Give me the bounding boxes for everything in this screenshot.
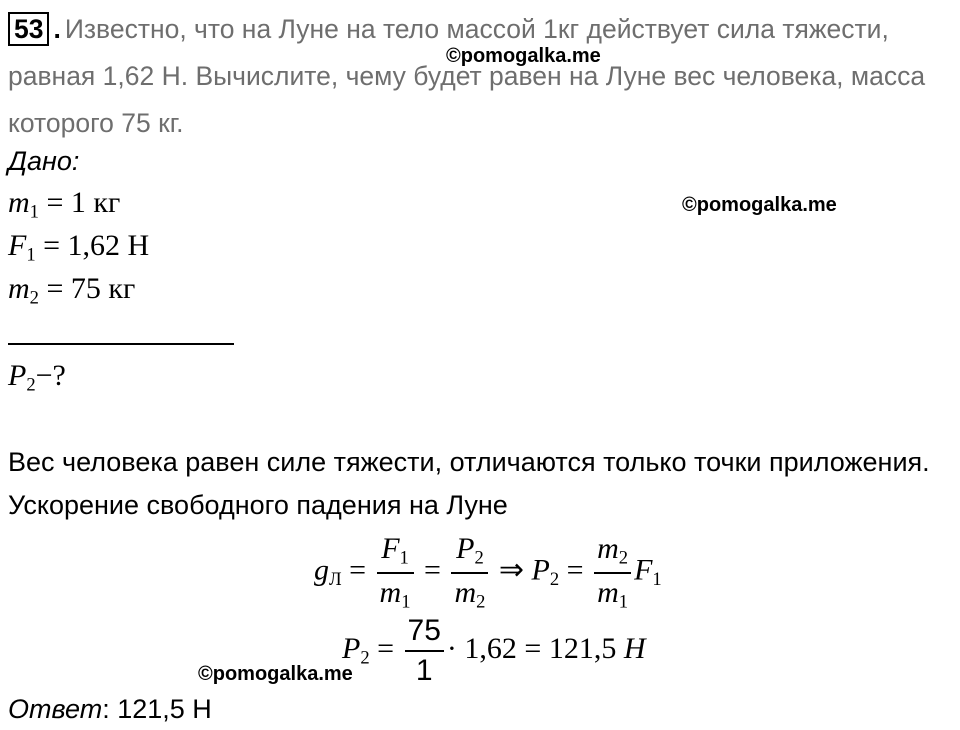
formula-equals: =	[566, 553, 584, 587]
formula-equals: =	[424, 553, 441, 587]
formula-p: P	[342, 631, 361, 665]
given-item	[8, 229, 149, 267]
formula-equals: =	[377, 631, 395, 665]
formula-equals: =	[349, 553, 367, 587]
solution-line-1: Вес человека равен силе тяжести, отличаются только точки приложения.	[8, 447, 930, 477]
given-item	[8, 272, 135, 310]
problem-text: Известно, что на Луне на тело массой 1кг действует сила тяжести, равная 1,62 Н. Вычислите, чему будет равен на Луне вес человека, масса которого 75 кг.	[8, 14, 926, 138]
problem-statement	[8, 6, 956, 147]
fraction-f1-m1: $\frac{F_1}{m_1}$	[377, 532, 414, 613]
given-value: = 1,62 Н	[43, 229, 150, 262]
formula-p: P	[531, 553, 550, 587]
given-item	[8, 186, 120, 224]
given-subscript: 2	[29, 287, 39, 309]
formula-calculation: · 1,62 = 121,5	[446, 631, 617, 665]
given-subscript: 1	[26, 244, 36, 266]
answer-separator: :	[102, 694, 110, 724]
solution-line-2: Ускорение свободного падения на Луне	[8, 490, 508, 520]
watermark: ©pomogalka.me	[682, 194, 837, 216]
fraction-75-1: $\frac{75}{1}$	[405, 614, 444, 688]
formula-g-subscript: Л	[329, 569, 342, 591]
problem-number: 53	[8, 12, 49, 46]
given-variable: F	[8, 229, 27, 262]
given-divider	[8, 343, 234, 345]
answer-label: Ответ	[8, 694, 103, 724]
formula-result: $P_2$ = $\frac{75}{1}$ · 1,62 = 121,5 Н	[342, 614, 646, 687]
watermark: ©pomogalka.me	[446, 45, 601, 67]
problem-number-dot: .	[53, 14, 61, 44]
given-subscript: 1	[29, 201, 39, 223]
find-item	[8, 359, 66, 397]
fraction-p2-m2: $\frac{P_2}{m_2}$	[451, 532, 488, 613]
formula-arrow: ⇒	[498, 553, 525, 587]
formula-unit: Н	[623, 631, 646, 665]
fraction-m2-m1: $\frac{m_2}{m_1}$	[594, 532, 631, 613]
formula-g: g	[314, 553, 329, 587]
given-title: Дано:	[8, 146, 80, 176]
formula-f: F	[634, 553, 653, 587]
given-variable: m	[8, 272, 30, 305]
find-subscript: 2	[26, 374, 36, 396]
find-question: −?	[35, 359, 66, 392]
given-value: = 1 кг	[46, 186, 121, 219]
answer-value: 121,5 Н	[109, 694, 212, 724]
given-value: = 75 кг	[46, 272, 136, 305]
find-variable: P	[8, 359, 27, 392]
watermark: ©pomogalka.me	[198, 663, 353, 685]
answer	[8, 694, 212, 725]
formula-acceleration: $g_Л$ = $\frac{F_1}{m_1}$ = $\frac{P_2}{m_2}$ ⇒ $P_2$ = $\frac{m_2}{m_1}$ $F_1$	[314, 532, 662, 613]
given-variable: m	[8, 186, 30, 219]
